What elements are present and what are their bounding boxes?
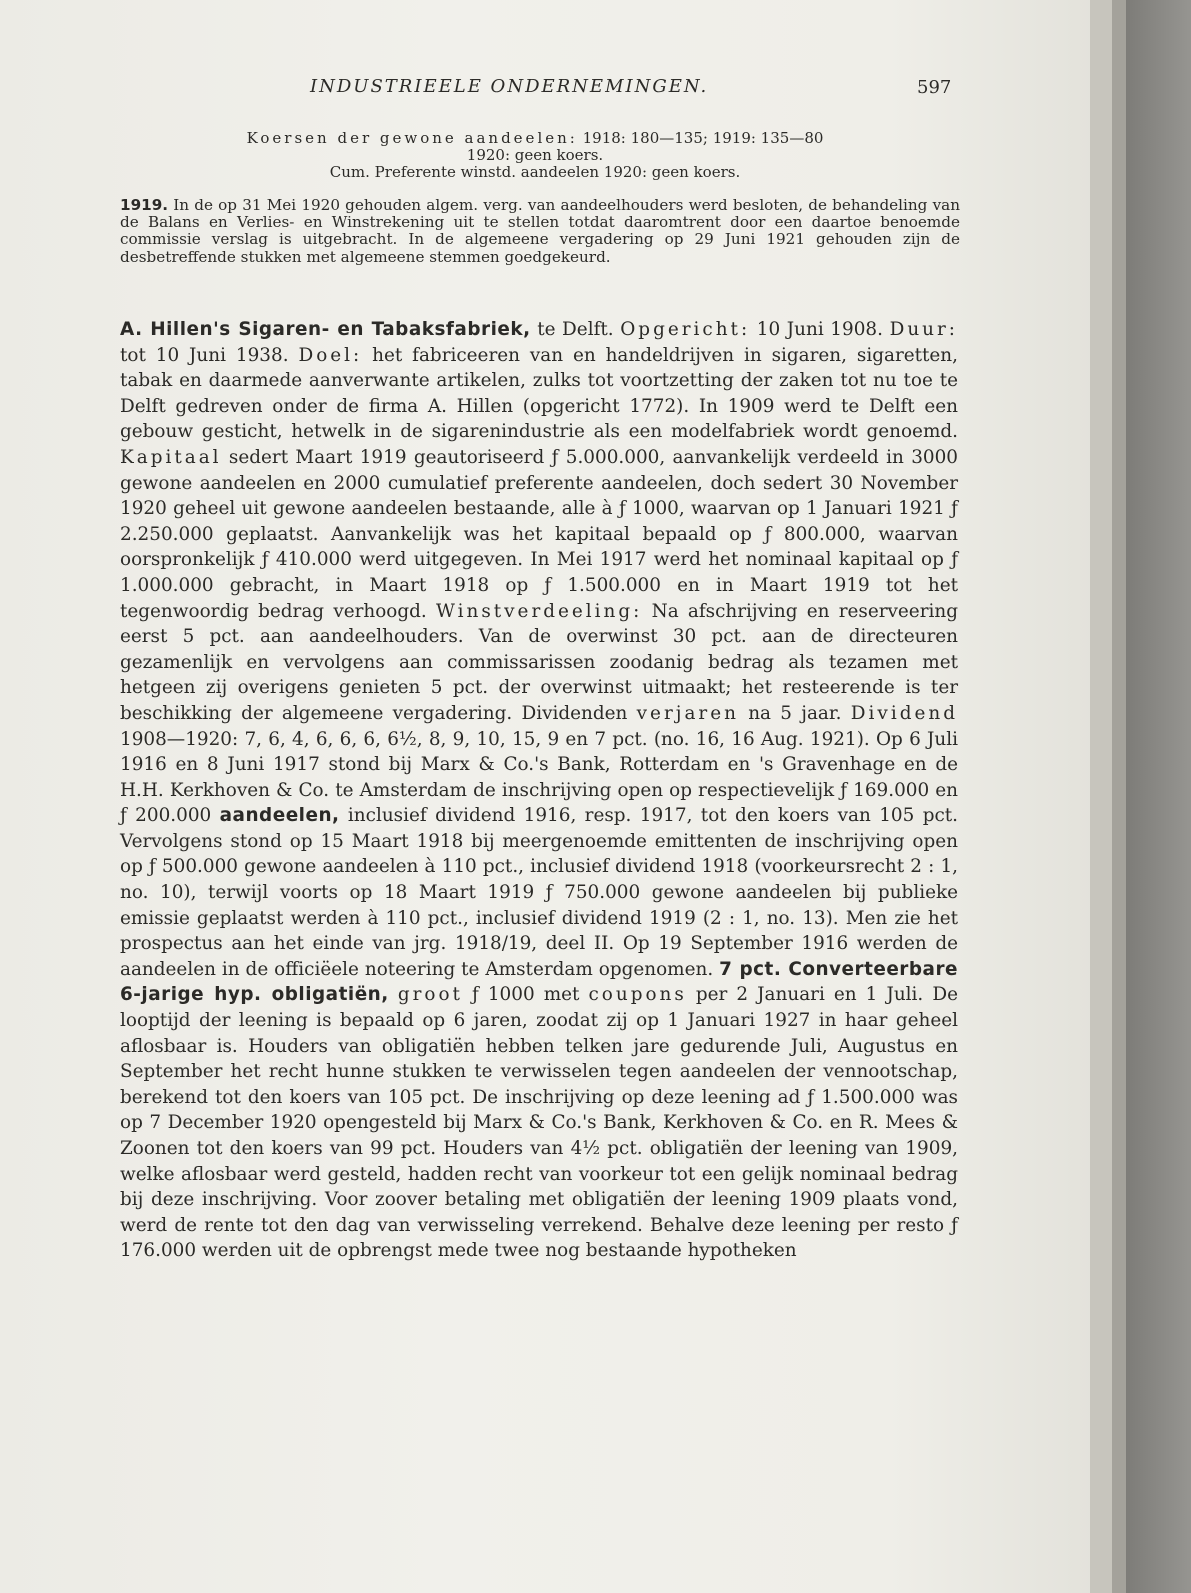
koersen-label: Koersen der gewone aandeelen:: [246, 129, 578, 147]
expiry-text: na 5 jaar.: [748, 702, 842, 724]
doel-label: Doel:: [298, 344, 363, 366]
duration-text: tot 10 Juni 1938.: [120, 344, 289, 366]
koersen-values: 1918: 180—135; 1919: 135—80: [582, 129, 824, 147]
aandeelen-label: aandeelen,: [219, 805, 340, 827]
capital-text: sedert Maart 1919 geautoriseerd ƒ 5.000.000, aanvankelijk verdeeld in 3000 gewone aandeelen en 2000 cumulatief preferente aandeelen, doch sedert 30 November 1920 geheel uit gewone aandeelen bestaande, alle à ƒ 1000, waarvan op 1 Januari 1921 ƒ 2.250.000 geplaatst. Aanvankelijk was het kapitaal bepaald op ƒ 800.000, waarvan oorspronkelijk ƒ 410.000 werd uitgegeven. In Mei 1917 werd het nominaal kapitaal op ƒ 1.000.000 gebracht, in Maart 1918 op ƒ 1.500.000 en in Maart 1919 tot het tegenwoordig bedrag verhoogd.: [120, 446, 958, 622]
location-text: te Delft.: [537, 319, 614, 340]
groot-label: groot: [397, 984, 463, 1006]
page-edge: [1090, 0, 1112, 1593]
company-paragraph: [120, 317, 958, 1264]
loan-text: per 2 Januari en 1 Juli. De looptijd der leening is bepaald op 6 jaren, zoodat zij op 1 Januari 1927 in haar geheel aflosbaar is. Houders van obligatiën hebben telken jare gedurende Juli, Augustus en September het recht hunne stukken te verwisselen tegen aandeelen der vennootschap, berekend tot den koers van 105 pct. De inschrijving op deze leening ad ƒ 1.500.000 was op 7 December 1920 opengesteld bij Marx & Co.'s Bank, Kerkhoven & Co. en R. Mees & Zoonen tot den koers van 99 pct. Houders van 4½ pct. obligatiën der leening van 1909, welke aflosbaar werd gesteld, hadden recht van voorkeur tot een gelijk nominaal bedrag bij deze inschrijving. Voor zoover betaling met obligatiën der leening 1909 plaats vond, werd de rente tot den dag van verwisseling verrekend. Behalve deze leening per resto ƒ 176.000 werden uit de opbrengst mede twee nog bestaande hypotheken: [120, 984, 958, 1262]
company-entry: [120, 317, 958, 1264]
koersen-line-1: [120, 130, 950, 147]
kapitaal-label: Kapitaal: [120, 446, 222, 468]
winstverdeeling-label: Winstverdeeling:: [436, 600, 643, 622]
year-paragraph: [120, 197, 960, 266]
page-edge-shadow: [1112, 0, 1126, 1593]
shares-text: inclusief dividend 1916, resp. 1917, tot den koers van 105 pct. Vervolgens stond op 15 Maart 1918 bij meergenoemde emittenten de inschrijving open op ƒ 500.000 gewone aandeelen à 110 pct., inclusief dividend 1918 (voorkeursrecht 2 : 1, no. 10), terwijl voorts op 18 Maart 1919 ƒ 750.000 gewone aandeelen bij publieke emissie geplaatst werden à 110 pct., inclusief dividend 1919 (2 : 1, no. 13). Men zie het prospectus aan het einde van jrg. 1918/19, deel II. Op 19 September 1916 werden de aandeelen in de officiëele noteering te Amsterdam opgenomen.: [120, 805, 958, 980]
opgericht-label: Opgericht:: [620, 319, 751, 340]
koersen-line-2: 1920: geen koers.: [466, 146, 604, 164]
year-label: 1919.: [120, 196, 169, 214]
running-title: INDUSTRIEELE ONDERNEMINGEN.: [310, 76, 709, 97]
obligations-label: 7 pct. Converteerbare 6-jarige hyp. obligatiën,: [120, 958, 958, 1006]
dividend-label: Dividend: [850, 702, 958, 724]
book-spine-edge: [1126, 0, 1191, 1593]
founding-date: 10 Juni 1908.: [756, 319, 883, 340]
purpose-text: het fabriceeren van en handeldrijven in sigaren, sigaretten, tabak en daarmede aanverwante artikelen, zulks tot voortzetting der zaken tot nu toe te Delft gedreven onder de firma A. Hillen (opgericht 1772). In 1909 werd te Delft een gebouw gesticht, hetwelk in de sigarenindustrie als een modelfabriek wordt genoemd.: [120, 344, 958, 443]
company-name: A. Hillen's Sigaren- en Tabaksfabriek,: [120, 319, 531, 340]
denomination-text: ƒ 1000 met: [471, 984, 580, 1006]
koersen-block: [120, 130, 950, 181]
profit-text: Na afschrijving en reserveering eerst 5 pct. aan aandeelhouders. Van de overwinst 30 pct. aan de directeuren gezamenlijk en vervolgens aan commissarissen zoodanig bedrag als tezamen met hetgeen zij overigens genieten 5 pct. der overwinst uitmaakt; het resteerende is ter beschikking der algemeene vergadering. Dividenden: [120, 600, 958, 724]
year-text: In de op 31 Mei 1920 gehouden algem. verg. van aandeelhouders werd besloten, de behandeling van de Balans en Verlies- en Winstrekening uit te stellen totdat daaromtrent door een daartoe benoemde commissie verslag is uitgebracht. In de algemeene vergadering op 29 Juni 1921 gehouden zijn de desbetreffende stukken met algemeene stemmen goedgekeurd.: [120, 196, 961, 266]
koersen-line-3: Cum. Preferente winstd. aandeelen 1920: geen koers.: [329, 163, 741, 181]
coupons-label: coupons: [588, 984, 687, 1006]
verjaren-label: verjaren: [636, 702, 739, 724]
page-number: 597: [917, 77, 952, 98]
dividend-text: 1908—1920: 7, 6, 4, 6, 6, 6, 6½, 8, 9, 10, 15, 9 en 7 pct. (no. 16, 16 Aug. 1921). Op 6 Juli 1916 en 8 Juni 1917 stond bij Marx & Co.'s Bank, Rotterdam en 's Gravenhage en de H.H. Kerkhoven & Co. te Amsterdam de inschrijving open op respectievelijk ƒ 169.000 en ƒ 200.000: [120, 728, 958, 827]
duur-label: Duur:: [889, 319, 958, 340]
